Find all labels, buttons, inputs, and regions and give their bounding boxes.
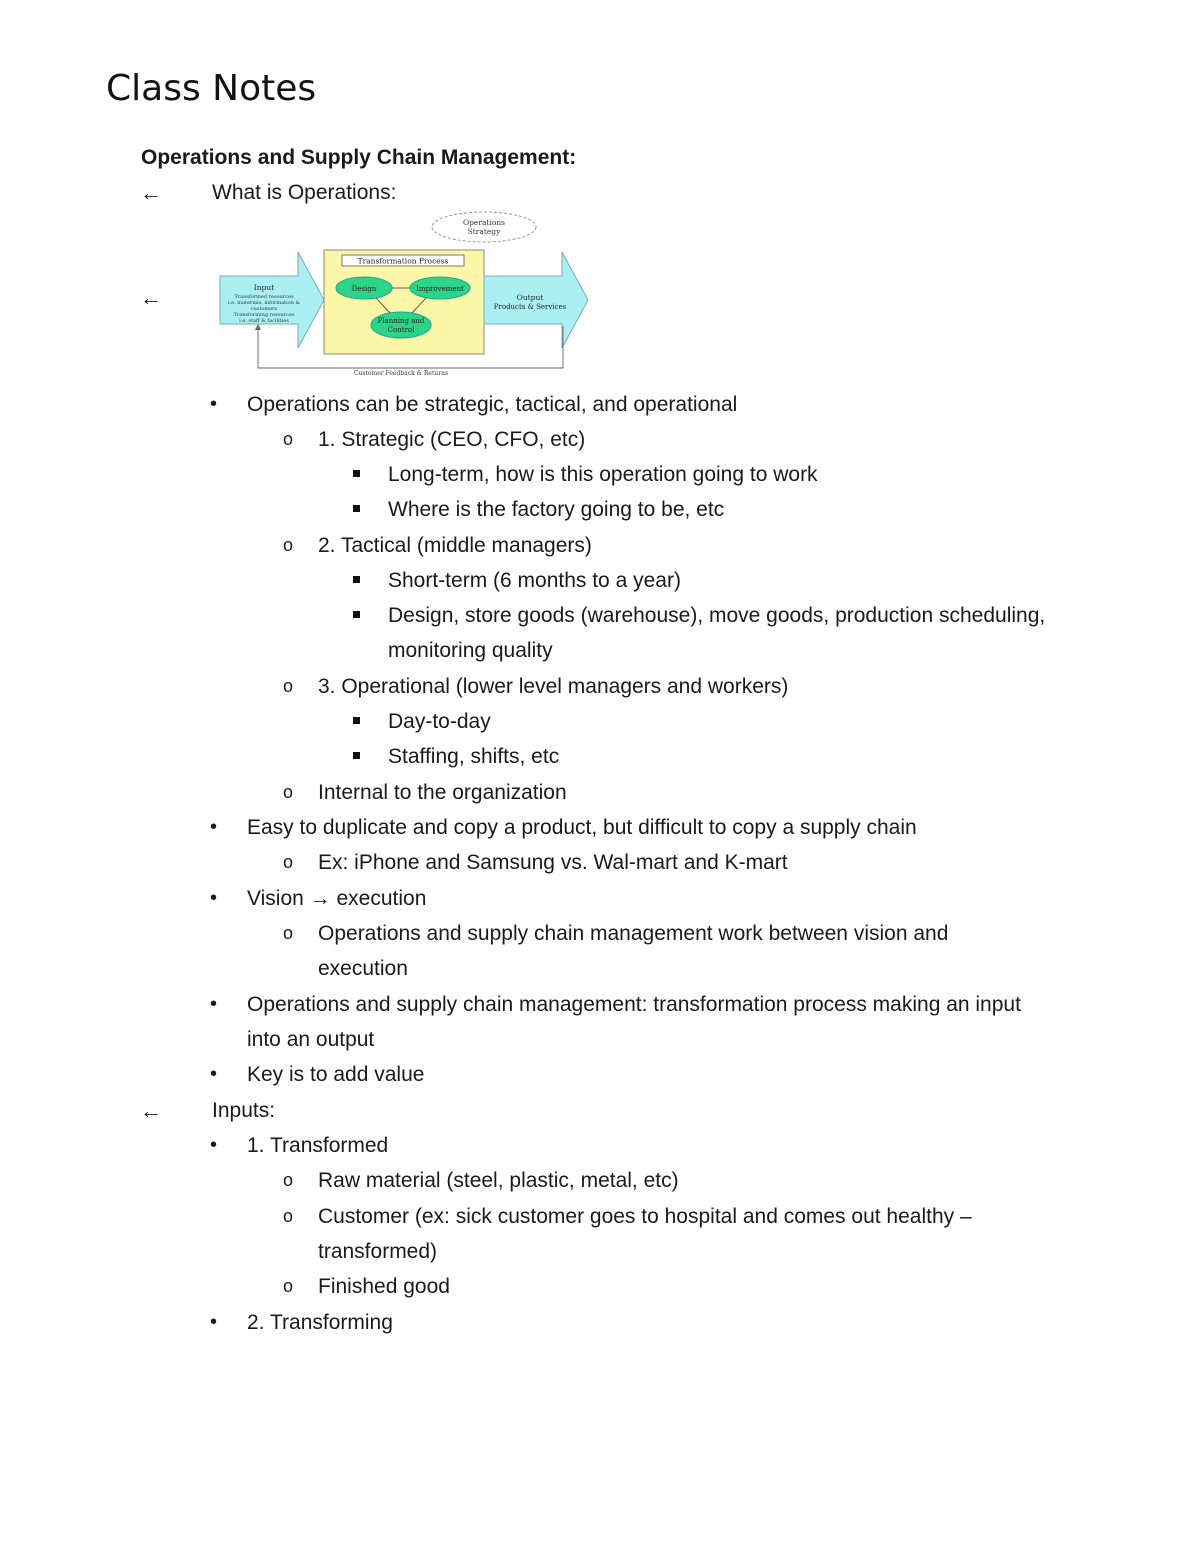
sub-bullet-marker: o: [283, 535, 294, 555]
square-bullet-icon: [353, 563, 360, 598]
input-sub-2: i.e. materials, information &: [227, 300, 301, 306]
planning-label-2: Control: [387, 326, 415, 334]
page-title: Class Notes: [106, 68, 317, 109]
section-heading: Operations and Supply Chain Management:: [141, 146, 577, 169]
list-item: Internal to the organization: [318, 781, 567, 804]
list-item: 3. Operational (lower level managers and workers): [318, 675, 789, 698]
planning-node: [371, 312, 431, 338]
input-sub-1: Transformed resources: [234, 294, 294, 300]
sub-bullet-marker: o: [283, 1206, 294, 1226]
feedback-label: Customer Feedback & Returns: [353, 370, 449, 376]
square-bullet-icon: [353, 704, 360, 739]
sub-bullet-marker: o: [283, 1170, 294, 1190]
list-item: Vision → execution: [247, 887, 427, 910]
left-arrow-icon: ←: [140, 1098, 162, 1123]
list-item: Easy to duplicate and copy a product, but difficult to copy a supply chain: [247, 816, 917, 839]
box-title: Transformation Process: [357, 256, 449, 266]
sub-bullet-marker: o: [283, 923, 294, 943]
list-item: Raw material (steel, plastic, metal, etc): [318, 1169, 679, 1192]
input-title: Input: [253, 283, 275, 292]
sub-bullet-marker: o: [283, 1276, 294, 1296]
list-item: Short-term (6 months to a year): [388, 569, 681, 592]
list-item: Key is to add value: [247, 1063, 425, 1086]
input-sub-4: Transforming resources: [233, 312, 295, 318]
output-title: Output: [516, 293, 544, 302]
list-item: Finished good: [318, 1275, 450, 1298]
list-item: 2. Transforming: [247, 1311, 393, 1334]
list-item: 1. Strategic (CEO, CFO, etc): [318, 428, 586, 451]
list-item-continuation: transformed): [318, 1240, 438, 1263]
sub-bullet-marker: o: [283, 676, 294, 696]
list-item: Staffing, shifts, etc: [388, 745, 560, 768]
list-item-continuation: execution: [318, 957, 408, 980]
square-bullet-icon: [353, 457, 360, 492]
bullet-marker: •: [210, 1063, 218, 1085]
list-item: Customer (ex: sick customer goes to hospital and comes out healthy –: [318, 1205, 972, 1228]
list-item: Long-term, how is this operation going to work: [388, 463, 818, 486]
strategy-cloud: [432, 212, 536, 242]
list-item-continuation: monitoring quality: [388, 639, 553, 662]
bullet-marker: •: [210, 816, 218, 838]
square-bullet-icon: [353, 492, 360, 527]
what-is-operations-label: What is Operations:: [212, 181, 397, 204]
bullet-marker: •: [210, 393, 218, 415]
sub-bullet-marker: o: [283, 852, 294, 872]
inputs-heading: Inputs:: [212, 1099, 276, 1122]
left-arrow-icon: ←: [140, 285, 162, 310]
list-item: Operations and supply chain management: transformation process making an input: [247, 993, 1021, 1016]
bullet-marker: •: [210, 1311, 218, 1333]
list-item: 2. Tactical (middle managers): [318, 534, 592, 557]
square-bullet-icon: [353, 739, 360, 774]
list-item: Day-to-day: [388, 710, 491, 733]
design-label: Design: [351, 285, 377, 293]
list-item: Where is the factory going to be, etc: [388, 498, 725, 521]
sub-bullet-marker: o: [283, 782, 294, 802]
list-item: Ex: iPhone and Samsung vs. Wal-mart and K-mart: [318, 851, 788, 874]
cloud-label-1: Operations: [462, 218, 506, 227]
list-item: Operations and supply chain management work between vision and: [318, 922, 949, 945]
input-sub-3: customers: [250, 306, 278, 312]
cloud-label-2: Strategy: [467, 227, 501, 236]
list-item: Design, store goods (warehouse), move goods, production scheduling,: [388, 604, 1046, 627]
list-item: 1. Transformed: [247, 1134, 389, 1157]
bullet-marker: •: [210, 887, 218, 909]
output-sub: Products & Services: [493, 303, 567, 311]
list-item: Operations can be strategic, tactical, and operational: [247, 393, 738, 416]
sub-bullet-marker: o: [283, 429, 294, 449]
square-bullet-icon: [353, 598, 360, 633]
planning-label-1: Planning and: [377, 317, 425, 325]
input-sub-5: i.e. staff & facilities: [239, 318, 289, 324]
bullet-marker: •: [210, 1134, 218, 1156]
improvement-label: Improvement: [416, 285, 464, 293]
operations-diagram: [218, 208, 590, 376]
bullet-marker: •: [210, 993, 218, 1015]
list-item-continuation: into an output: [247, 1028, 375, 1051]
left-arrow-icon: ←: [140, 180, 162, 205]
